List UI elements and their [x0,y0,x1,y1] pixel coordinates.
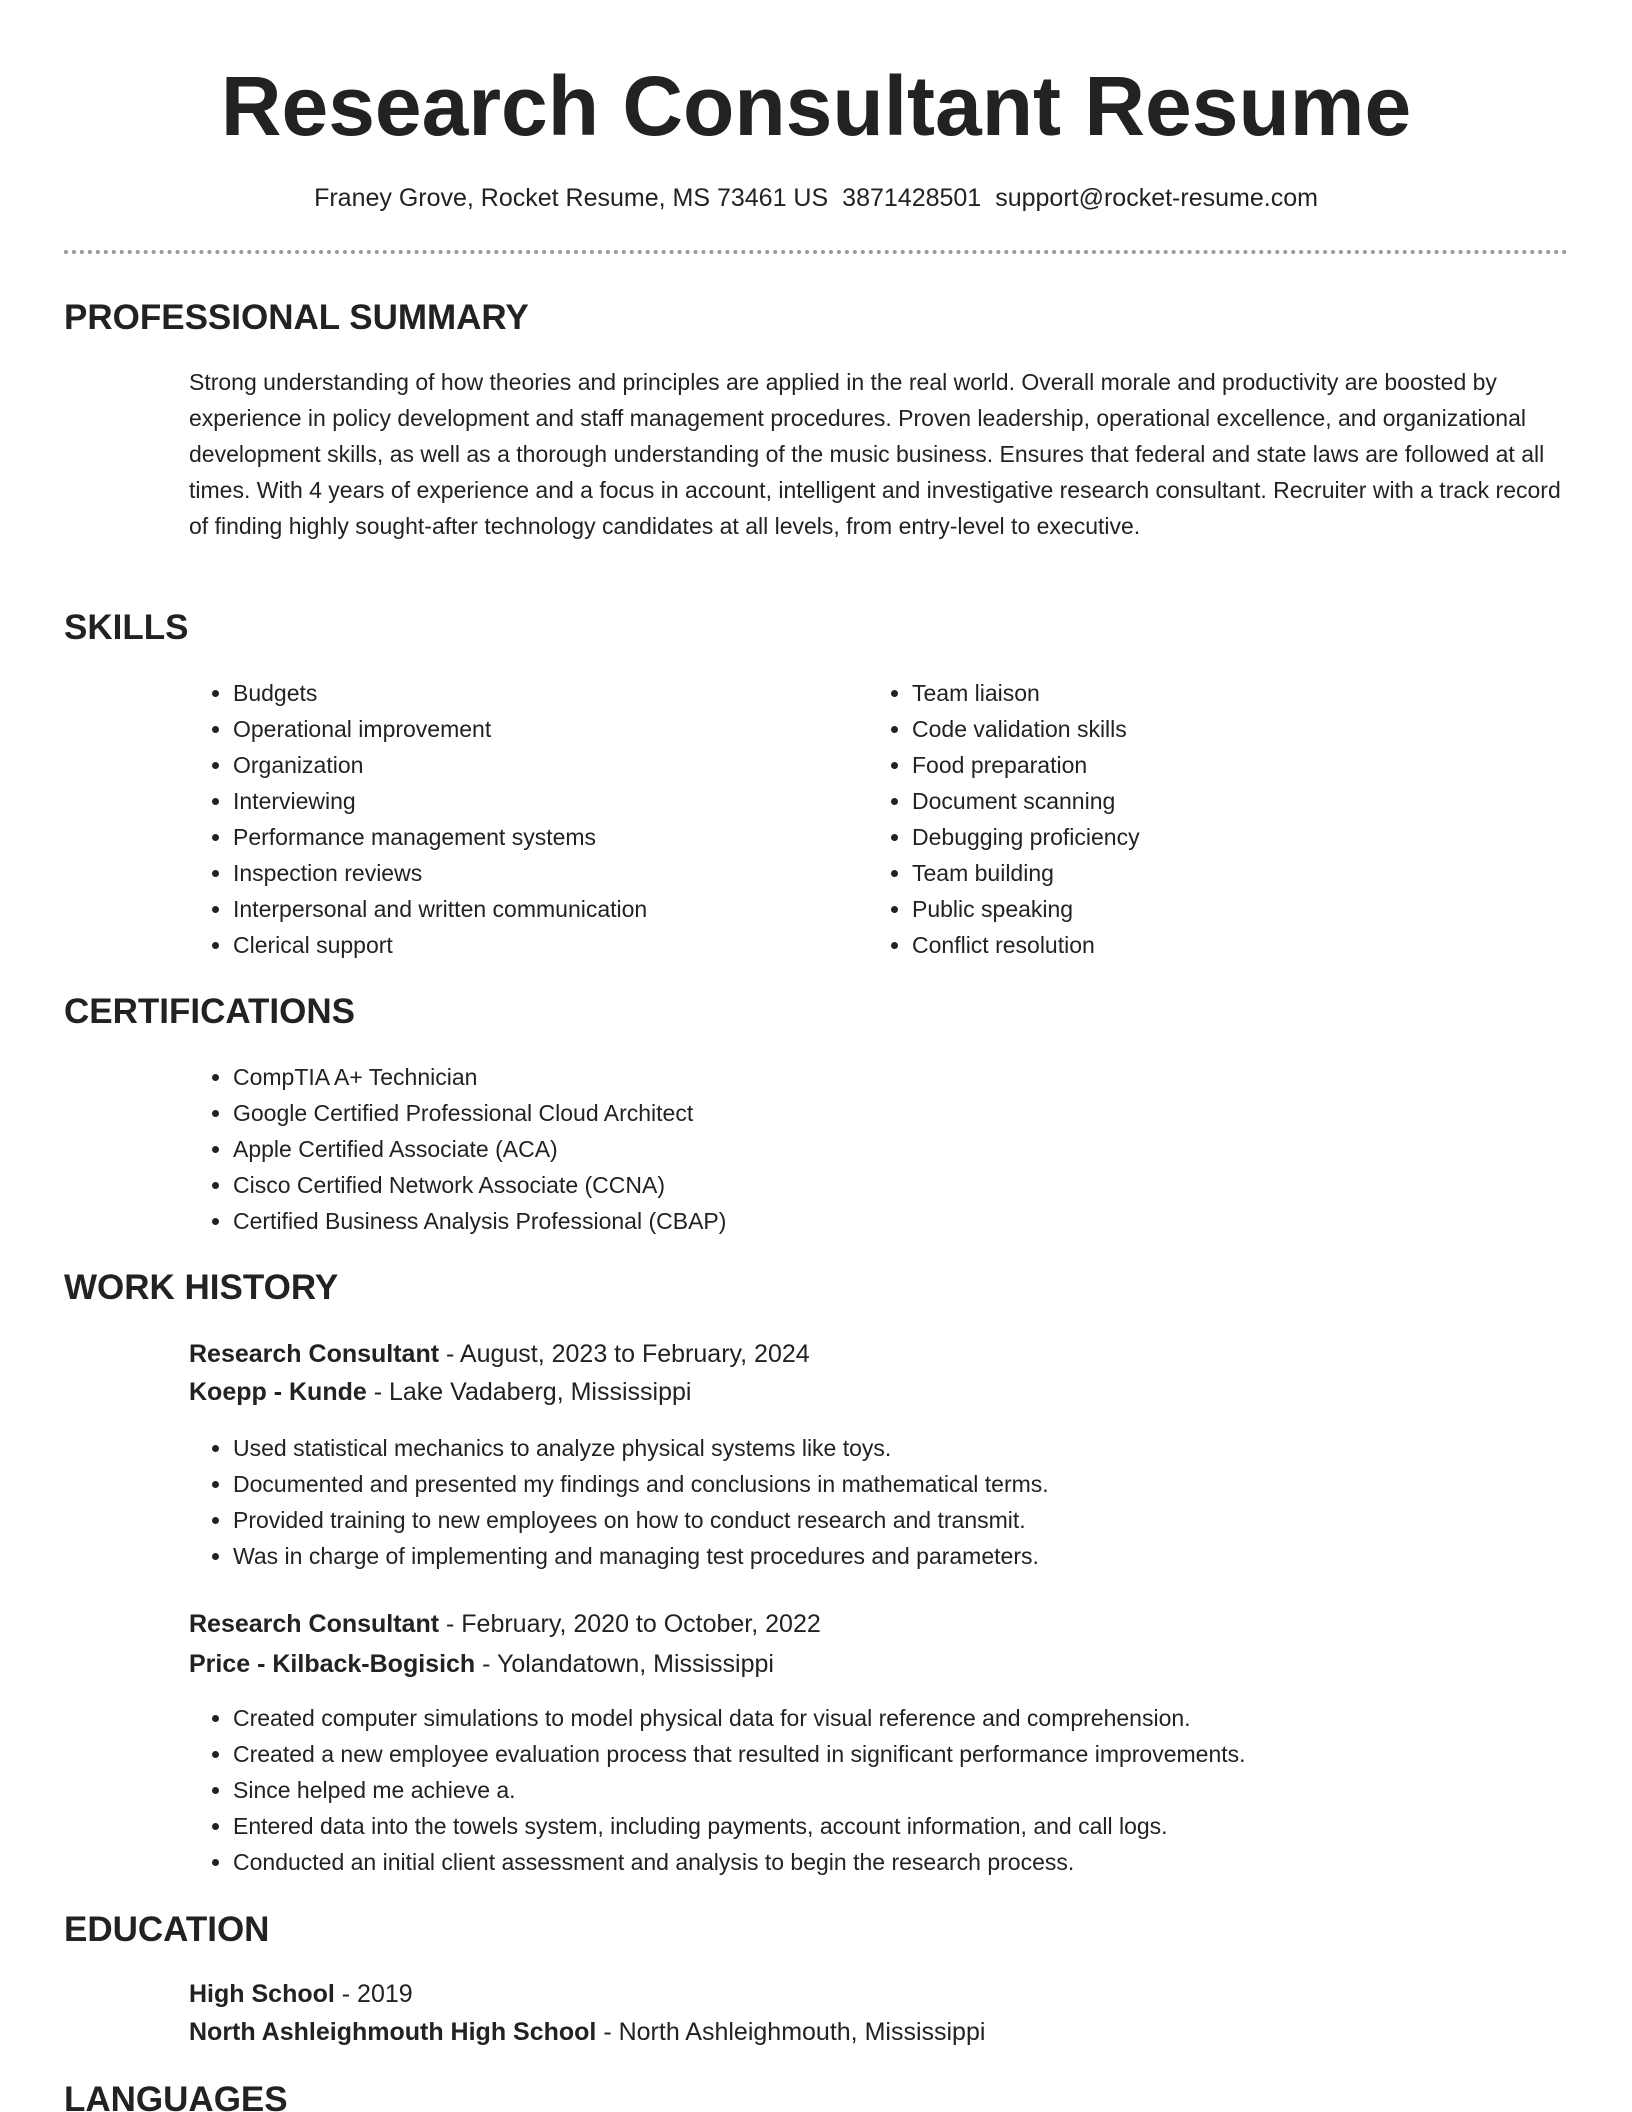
list-item: • Created computer simulations to model physical data for visual reference and comprehension. [233,1700,1613,1736]
list-item: • CompTIA A+ Technician [233,1059,1533,1095]
job-title-line [189,1605,821,1643]
languages-heading: LANGUAGES [64,2080,288,2112]
list-item: • Entered data into the towels system, including payments, account information, and call logs. [233,1808,1613,1844]
list-item: • Documented and presented my findings and conclusions in mathematical terms. [233,1466,1613,1502]
education-school: North Ashleighmouth High School [189,2018,597,2046]
list-item: • Used statistical mechanics to analyze physical systems like toys. [233,1430,1613,1466]
education-degree-line [189,1975,413,2013]
job-company: Price - Kilback-Bogisich [189,1650,476,1678]
list-item: • Was in charge of implementing and managing test procedures and parameters. [233,1538,1613,1574]
list-item: • Code validation skills [912,711,1532,747]
list-item: • Team liaison [912,675,1532,711]
contact-address: Franey Grove, Rocket Resume, MS 73461 US [314,184,829,212]
job-title: Research Consultant [189,1340,440,1368]
list-item: • Budgets [233,675,853,711]
contact-email: support@rocket-resume.com [995,184,1318,212]
list-item: • Apple Certified Associate (ACA) [233,1131,1533,1167]
work-history-heading: WORK HISTORY [64,1268,339,1307]
list-item: • Provided training to new employees on how to conduct research and transmit. [233,1502,1613,1538]
list-item: • Organization [233,747,853,783]
header-divider [64,250,1568,254]
list-item: • Food preparation [912,747,1532,783]
education-heading: EDUCATION [64,1910,270,1949]
certifications-list [189,1059,1533,1239]
list-item: • Team building [912,855,1532,891]
job-bullets [189,1430,1613,1574]
job-company-line [189,1373,691,1411]
list-item: • Conflict resolution [912,927,1532,963]
list-item: • Cisco Certified Network Associate (CCNA) [233,1167,1533,1203]
job-title-line [189,1335,810,1373]
skills-heading: SKILLS [64,608,189,647]
list-item: • Google Certified Professional Cloud Architect [233,1095,1533,1131]
job-company-line [189,1645,774,1683]
education-degree: High School [189,1980,335,2008]
job-dates: - February, 2020 to October, 2022 [439,1610,821,1638]
job-company: Koepp - Kunde [189,1378,367,1406]
list-item: • Operational improvement [233,711,853,747]
skills-list-left [189,675,853,963]
job-location: - Yolandatown, Mississippi [475,1650,774,1678]
certifications-heading: CERTIFICATIONS [64,992,356,1031]
list-item: • Since helped me achieve a. [233,1772,1613,1808]
contact-line [0,180,1632,216]
list-item: • Performance management systems [233,819,853,855]
list-item: • Interviewing [233,783,853,819]
contact-phone: 3871428501 [842,184,982,212]
list-item: • Conducted an initial client assessment and analysis to begin the research process. [233,1844,1613,1880]
list-item: • Certified Business Analysis Professional (CBAP) [233,1203,1533,1239]
list-item: • Clerical support [233,927,853,963]
list-item: • Created a new employee evaluation process that resulted in significant performance improvements. [233,1736,1613,1772]
resume-title: Research Consultant Resume [220,59,1412,153]
list-item: • Inspection reviews [233,855,853,891]
list-item: • Public speaking [912,891,1532,927]
education-location: - North Ashleighmouth, Mississippi [596,2018,986,2046]
job-title: Research Consultant [189,1610,440,1638]
job-location: - Lake Vadaberg, Mississippi [366,1378,692,1406]
job-bullets [189,1700,1613,1880]
education-school-line [189,2013,985,2051]
job-dates: - August, 2023 to February, 2024 [439,1340,810,1368]
summary-heading: PROFESSIONAL SUMMARY [64,298,529,337]
list-item: • Interpersonal and written communication [233,891,853,927]
list-item: • Document scanning [912,783,1532,819]
summary-text: Strong understanding of how theories and principles are applied in the real world. Overall morale and productivity are boosted by experience in policy development and staff management procedures. Proven leadership, operational excellence, and organizational development skills, as well as a thorough understanding of the music business. Ensures that federal and state laws are followed at all times. With 4 years of experience and a focus in account, intelligent and investigative research consultant. Recruiter with a track record of finding highly sought-after technology candidates at all levels, from entry-level to executive. [189,369,1561,539]
skills-list-right [868,675,1532,963]
education-year: - 2019 [334,1980,413,2008]
list-item: • Debugging proficiency [912,819,1532,855]
